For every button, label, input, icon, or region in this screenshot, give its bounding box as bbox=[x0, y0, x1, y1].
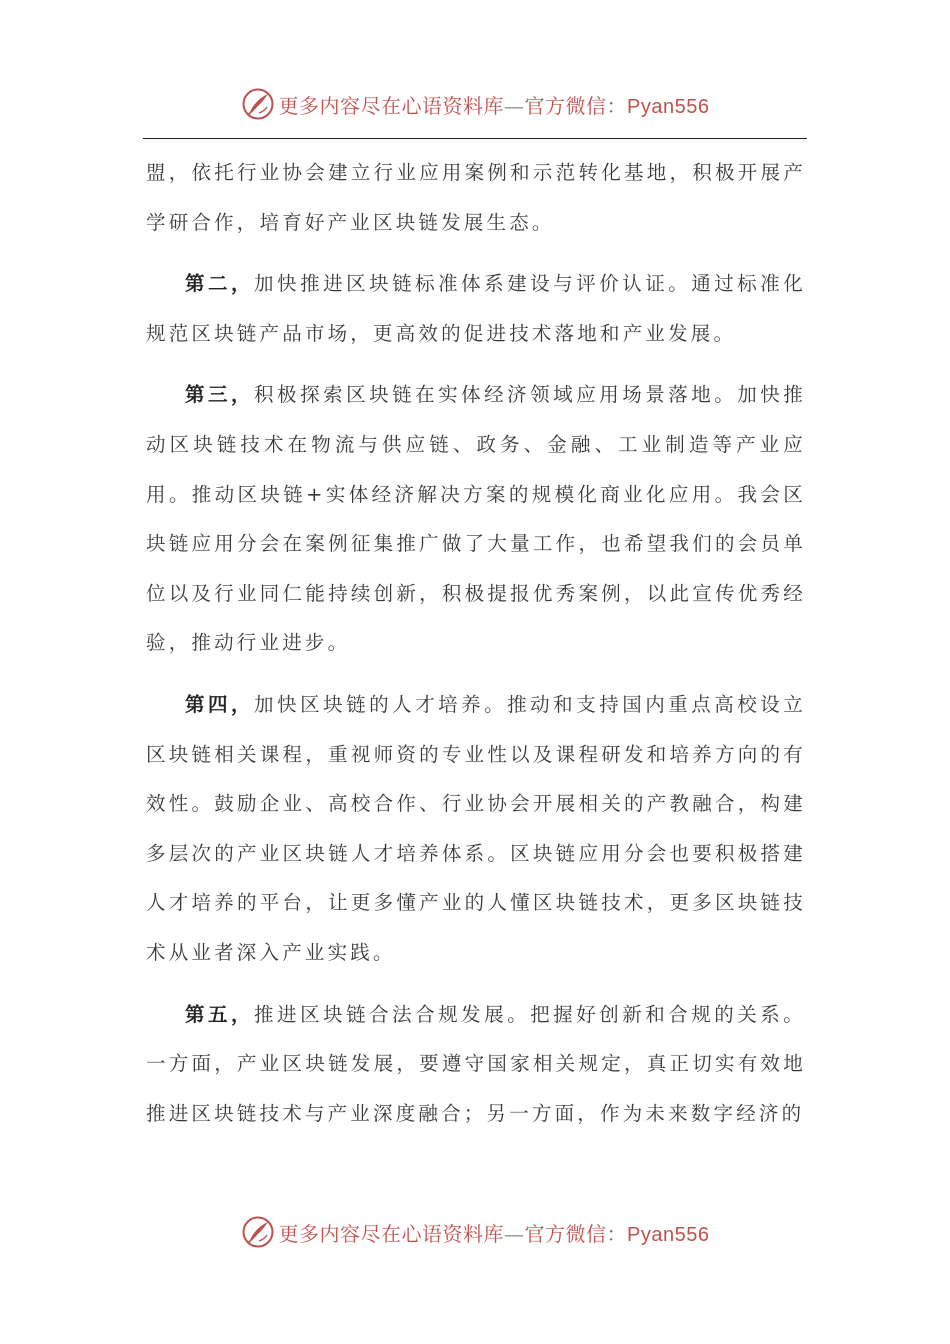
paragraph-continuation bbox=[146, 148, 806, 247]
paragraph-lead: 第四， bbox=[185, 692, 255, 716]
banner-wechat-label: 官方微信： bbox=[524, 93, 628, 118]
banner-separator: — bbox=[504, 93, 525, 118]
document-body bbox=[146, 148, 806, 1150]
paragraph-text: 盟，依托行业协会建立行业应用案例和示范转化基地，积极开展产学研合作，培育好产业区块链发展生态。 bbox=[146, 161, 806, 234]
paragraph-fourth bbox=[146, 680, 806, 978]
paragraph-second bbox=[146, 259, 806, 358]
banner-separator: — bbox=[504, 1221, 525, 1246]
quill-pen-icon bbox=[241, 1215, 275, 1249]
paragraph-fifth bbox=[146, 990, 806, 1139]
paragraph-third bbox=[146, 370, 806, 668]
paragraph-text: 推进区块链合法合规发展。把握好创新和合规的关系。一方面，产业区块链发展，要遵守国家相关规定，真正切实有效地推进区块链技术与产业深度融合；另一方面，作为未来数字经济的 bbox=[146, 1002, 806, 1125]
paragraph-lead: 第三， bbox=[185, 383, 255, 407]
paragraph-text: 加快推进区块链标准体系建设与评价认证。通过标准化规范区块链产品市场，更高效的促进技术落地和产业发展。 bbox=[146, 272, 806, 345]
header-divider bbox=[143, 138, 807, 139]
paragraph-lead: 第五， bbox=[185, 1002, 255, 1026]
footer-banner bbox=[0, 1212, 950, 1252]
paragraph-text: 加快区块链的人才培养。推动和支持国内重点高校设立区块链相关课程，重视师资的专业性以及课程研发和培养方向的有效性。鼓励企业、高校合作、行业协会开展相关的产教融合，构建多层次的产业区块链人才培养体系。区块链应用分会也要积极搭建人才培养的平台，让更多懂产业的人懂区块链技术，更多区块链技术从业者深入产业实践。 bbox=[146, 692, 806, 964]
banner-main-text: 更多内容尽在心语资料库 bbox=[278, 93, 505, 118]
header-banner bbox=[0, 84, 950, 124]
footer-banner-text bbox=[279, 1218, 710, 1247]
paragraph-text: 积极探索区块链在实体经济领域应用场景落地。加快推动区块链技术在物流与供应链、政务、金融、工业制造等产业应用。推动区块链+实体经济解决方案的规模化商业化应用。我会区块链应用分会在案例征集推广做了大量工作，也希望我们的会员单位以及行业同仁能持续创新，积极提报优秀案例，以此宣传优秀经验，推动行业进步。 bbox=[146, 383, 806, 655]
banner-wechat-id: Pyan556 bbox=[627, 1223, 710, 1246]
banner-main-text: 更多内容尽在心语资料库 bbox=[278, 1221, 505, 1246]
quill-pen-icon bbox=[241, 87, 275, 121]
paragraph-lead: 第二， bbox=[185, 272, 255, 296]
header-banner-text bbox=[279, 90, 710, 119]
banner-wechat-id: Pyan556 bbox=[627, 95, 710, 118]
banner-wechat-label: 官方微信： bbox=[524, 1221, 628, 1246]
